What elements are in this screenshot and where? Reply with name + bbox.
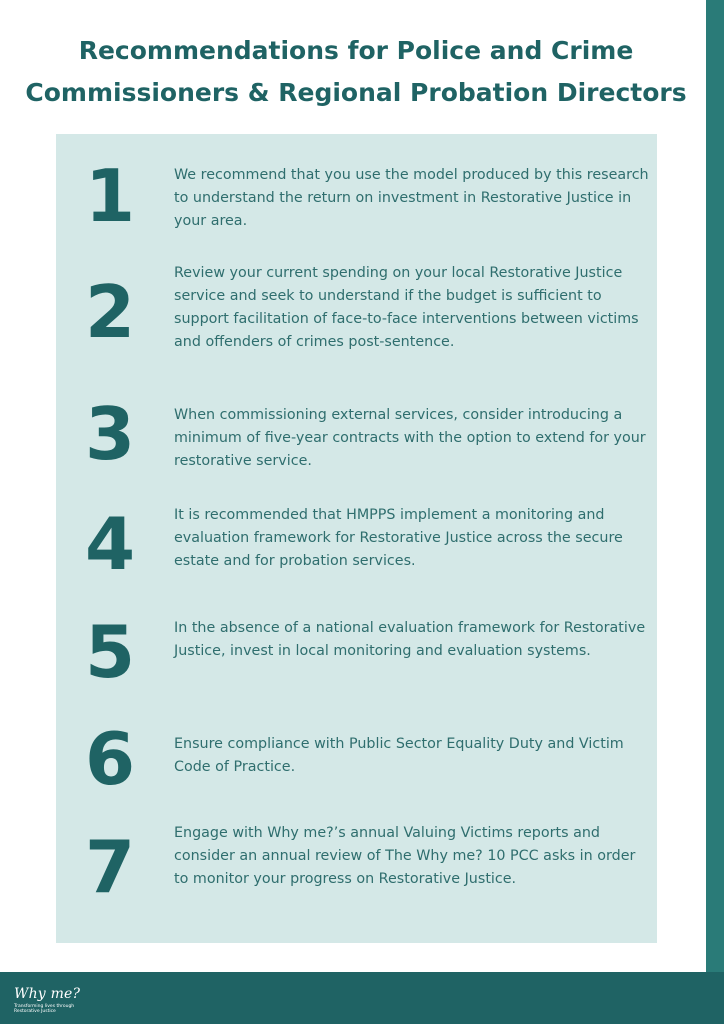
recommendation-text: Review your current spending on your local Restorative Justice service and seek to understand if the budget is sufficient to support facilitation of face-to-face interventions between victims and offenders of crimes post-sentence. <box>174 265 639 350</box>
recommendation-number: 7 <box>84 825 136 909</box>
why-me-logo <box>14 986 84 1014</box>
recommendation-text: Engage with Why me?’s annual Valuing Victims reports and consider an annual review of The Why me? 10 PCC asks in order to monitor your progress on Restorative Justice. <box>174 825 636 887</box>
recommendation-number: 2 <box>84 270 136 354</box>
logo-wordmark: Why me? <box>14 986 81 1002</box>
recommendation-text: When commissioning external services, consider introducing a minimum of five-year contracts with the option to extend for your restorative service. <box>174 407 646 469</box>
recommendation-number: 5 <box>84 610 136 694</box>
page-title-line-1: Recommendations for Police and Crime <box>78 36 634 65</box>
footer-bar <box>0 972 724 1024</box>
logo-tagline: Transforming lives through Restorative Justice <box>14 1004 75 1014</box>
page-title-line-2: Commissioners & Regional Probation Directors <box>25 78 687 107</box>
recommendation-number: 4 <box>84 502 136 586</box>
recommendation-number: 6 <box>84 717 136 801</box>
recommendation-text: Ensure compliance with Public Sector Equality Duty and Victim Code of Practice. <box>174 736 624 775</box>
recommendation-text: It is recommended that HMPPS implement a monitoring and evaluation framework for Restorative Justice across the secure estate and for probation services. <box>174 507 623 569</box>
right-accent-bar <box>706 0 724 1024</box>
recommendation-number: 3 <box>84 392 136 476</box>
recommendations-panel <box>56 134 657 943</box>
recommendation-number: 1 <box>84 154 136 238</box>
page-title <box>0 30 712 114</box>
recommendation-text: In the absence of a national evaluation framework for Restorative Justice, invest in local monitoring and evaluation systems. <box>174 620 646 659</box>
recommendation-text: We recommend that you use the model produced by this research to understand the return on investment in Restorative Justice in your area. <box>174 167 649 229</box>
